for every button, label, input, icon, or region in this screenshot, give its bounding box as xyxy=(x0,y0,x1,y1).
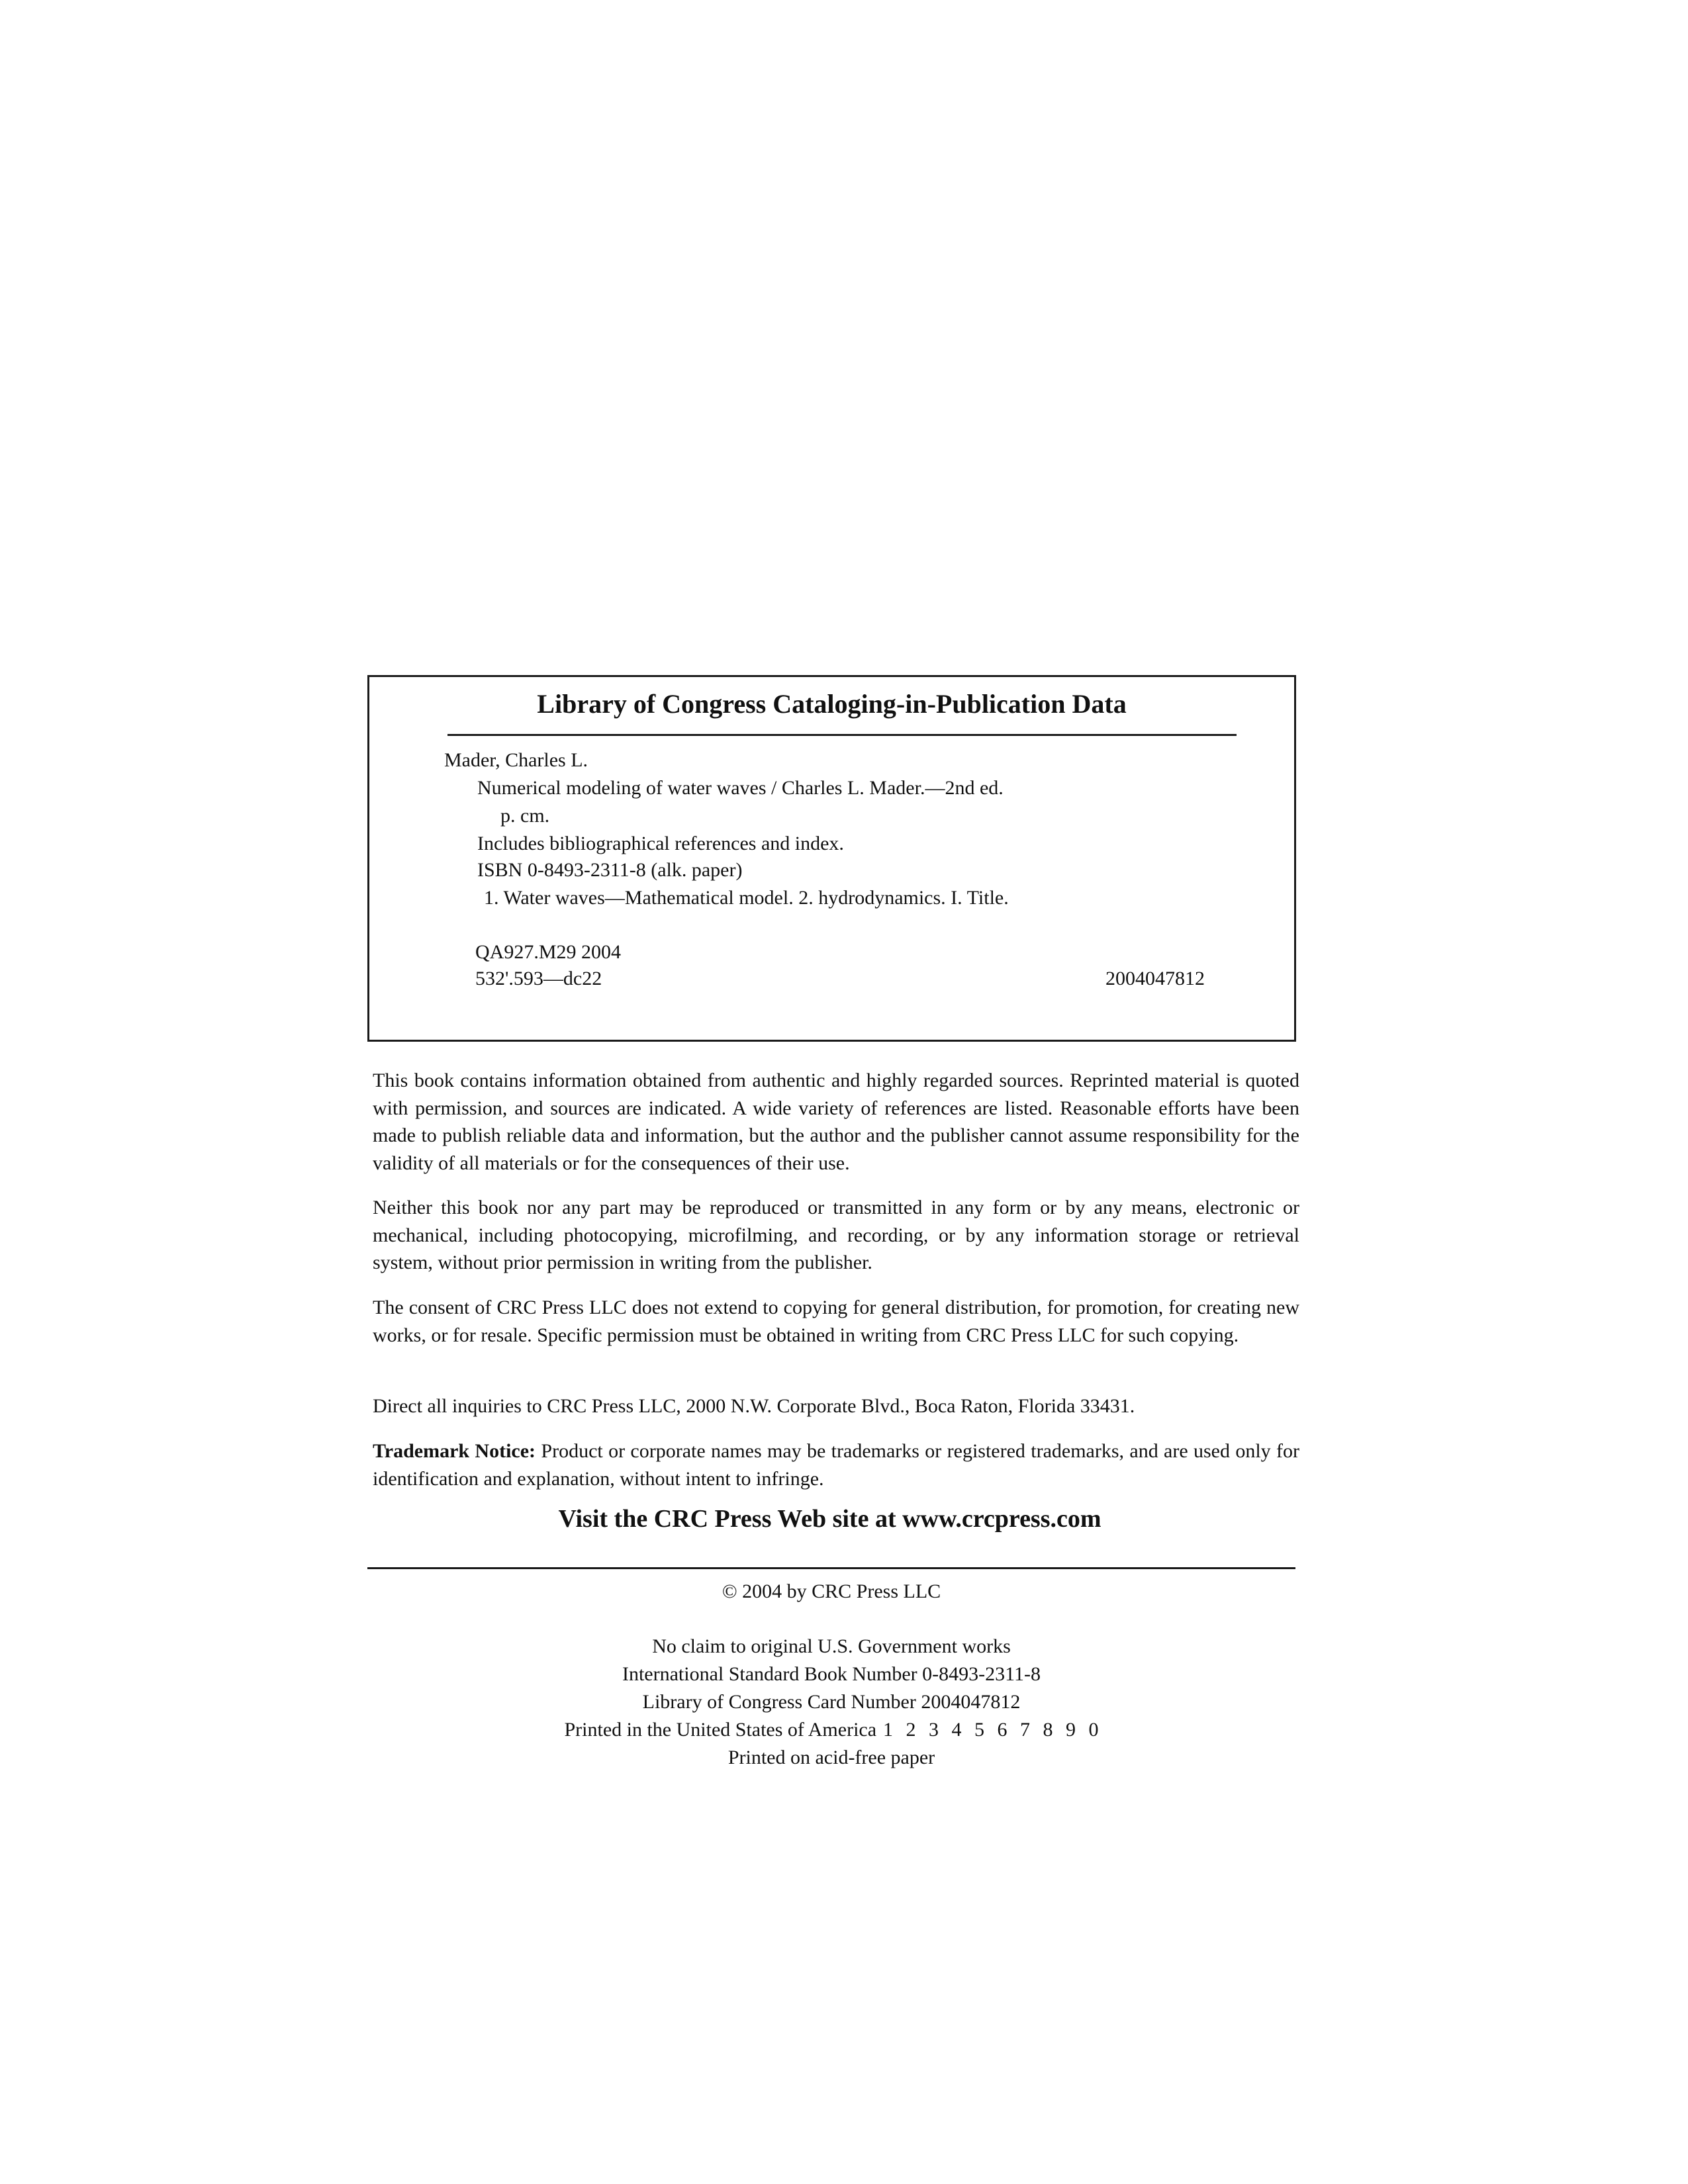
trademark-text: Product or corporate names may be trademarks or registered trademarks, and are used only for identification and explanation, without intent to infringe. xyxy=(373,1440,1300,1490)
cip-isbn: ISBN 0-8493-2311-8 (alk. paper) xyxy=(477,859,743,881)
cip-title-line: Numerical modeling of water waves / Charles L. Mader.—2nd ed. xyxy=(477,777,1004,799)
copyright-rule xyxy=(367,1567,1295,1569)
acid-free-line: Printed on acid-free paper xyxy=(727,1747,935,1768)
cip-data-box xyxy=(367,675,1296,1042)
copyright-line: © 2004 by CRC Press LLC xyxy=(722,1580,941,1602)
cip-subjects: 1. Water waves—Mathematical model. 2. hydrodynamics. I. Title. xyxy=(484,887,1009,909)
print-run-numbers: 1 2 3 4 5 6 7 8 9 0 xyxy=(883,1719,1099,1741)
cip-pages: p. cm. xyxy=(500,805,550,827)
cip-includes: Includes bibliographical references and index. xyxy=(477,833,844,854)
notice-paragraph-reproduction: Neither this book nor any part may be reproduced or transmitted in any form or by any means, electronic or mechanical, including photocopying, microfilming, and recording, or by any information storage or retrieval system, without prior permission in writing from the publisher. xyxy=(373,1197,1299,1273)
trademark-notice xyxy=(373,1437,1299,1492)
printed-in-line xyxy=(367,1716,1295,1744)
printed-in-text: Printed in the United States of America xyxy=(564,1719,877,1741)
cip-lc-class: QA927.M29 2004 xyxy=(475,941,622,963)
cip-record-number: 2004047812 xyxy=(1105,968,1205,989)
cip-title-rule xyxy=(447,734,1237,736)
visit-website-heading: Visit the CRC Press Web site at www.crcpress.com xyxy=(558,1505,1102,1533)
cip-dewey: 532'.593—dc22 xyxy=(475,968,602,989)
trademark-label: Trademark Notice: xyxy=(373,1440,536,1462)
cip-author: Mader, Charles L. xyxy=(444,749,588,771)
lc-card-line: Library of Congress Card Number 2004047812 xyxy=(642,1691,1021,1713)
cip-title: Library of Congress Cataloging-in-Publication Data xyxy=(537,689,1127,719)
notice-paragraph-inquiries: Direct all inquiries to CRC Press LLC, 2000 N.W. Corporate Blvd., Boca Raton, Florida 33431. xyxy=(373,1395,1135,1417)
no-claim-line: No claim to original U.S. Government works xyxy=(652,1635,1011,1657)
notice-paragraph-consent: The consent of CRC Press LLC does not extend to copying for general distribution, for promotion, for creating new works, or for resale. Specific permission must be obtained in writing from CRC Press LLC for such copying. xyxy=(373,1297,1299,1346)
notice-paragraph-sources: This book contains information obtained from authentic and highly regarded sources. Reprinted material is quoted with permission, and sources are indicated. A wide variety of references are listed. Reasonable efforts have been made to publish reliable data and information, but the author and the publisher cannot assume responsibility for the validity of all materials or for the consequences of their use. xyxy=(373,1069,1299,1174)
isbn-line: International Standard Book Number 0-8493-2311-8 xyxy=(622,1663,1041,1685)
